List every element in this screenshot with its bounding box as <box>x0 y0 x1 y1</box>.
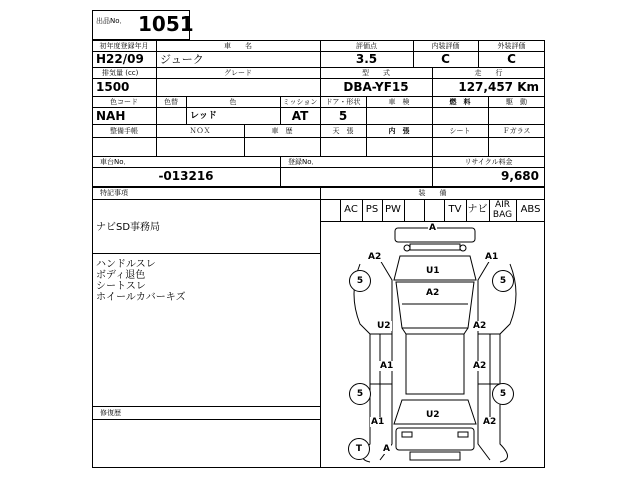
year-label: 初年度登録年月 <box>99 42 149 50</box>
mark-right-door: A2 <box>473 321 487 331</box>
mark-roof: U1 <box>426 266 440 276</box>
mark-right-rear: A2 <box>473 361 487 371</box>
history-label: 車 歴 <box>271 127 293 135</box>
mark-left-door: U2 <box>377 321 391 331</box>
reg-label: 登録No． <box>288 158 319 166</box>
color-code-label: 色コード <box>110 98 138 106</box>
notes-label: 特記事項 <box>100 189 128 197</box>
exterior-eval-value: C <box>507 52 516 66</box>
repair-label: 修復歴 <box>100 409 121 417</box>
mark-left-rear: A1 <box>380 361 394 371</box>
mark-fl: A2 <box>368 252 382 262</box>
door-label: ドア・形状 <box>325 98 361 106</box>
equip-ac: AC <box>344 204 358 215</box>
model-label: 型 式 <box>362 69 390 77</box>
score-value: 3.5 <box>355 52 378 66</box>
interior-eval-value: C <box>441 52 450 66</box>
glass-label: Ｆガラス <box>502 127 531 135</box>
lot-label: 出品No． <box>96 17 127 25</box>
displacement-value: 1500 <box>96 80 130 94</box>
notes-line-3: シートスレ <box>96 281 146 292</box>
color-change-label: 色替 <box>164 98 178 106</box>
notes-line-1: ハンドルスレ <box>96 259 156 270</box>
equip-abs: ABS <box>520 204 541 215</box>
mark-t: T <box>348 438 370 460</box>
sunroof-label: 天 張 <box>332 127 354 135</box>
mark-wheel-fl: 5 <box>349 270 371 292</box>
mission-value: AT <box>291 109 309 123</box>
fuel-label: 燃 料 <box>449 98 471 106</box>
interior-eval-label: 内装評価 <box>431 42 460 50</box>
notes-line-2: ボディ退色 <box>96 270 146 281</box>
mark-wheel-rr: 5 <box>492 383 514 405</box>
year-value: H22/09 <box>96 52 144 66</box>
mark-front: A <box>429 223 436 233</box>
mark-wheel-rl: 5 <box>349 383 371 405</box>
recycle-value: 9,680 <box>501 169 539 183</box>
mileage-label: 走 行 <box>474 69 503 77</box>
lot-number: 1051 <box>138 12 194 36</box>
equip-ps: PS <box>365 204 379 215</box>
mark-fr: A1 <box>485 252 499 262</box>
equip-navi: ナビ <box>467 204 488 215</box>
equip-tv: TV <box>448 204 462 215</box>
drive-label: 駆 動 <box>506 98 527 106</box>
interior-lining-label: 内 張 <box>388 127 410 135</box>
displacement-label: 排気量 (cc) <box>102 69 139 77</box>
manual-label: 整備手帳 <box>110 127 138 135</box>
exterior-eval-label: 外装評価 <box>497 42 526 50</box>
equipment-label: 装 備 <box>418 189 447 197</box>
mark-trunk: U2 <box>426 410 440 420</box>
mileage-value: 127,457 Km <box>458 80 539 94</box>
door-value: 5 <box>338 109 348 123</box>
mission-label: ミッション <box>282 98 318 106</box>
score-label: 評価点 <box>356 42 377 50</box>
mark-hood: A2 <box>426 288 440 298</box>
recycle-label: リサイクル料金 <box>464 158 513 166</box>
equip-airbag: AIR BAG <box>492 200 513 220</box>
notes-line-4: ホイールカバーキズ <box>96 292 186 303</box>
mark-wheel-fr: 5 <box>492 270 514 292</box>
seat-label: シート <box>449 127 471 135</box>
model-value: DBA-YF15 <box>343 80 409 94</box>
notes-line1: ナビSD事務局 <box>96 222 161 233</box>
inspection-label: 車 検 <box>388 98 410 106</box>
mark-rear-right: A2 <box>483 417 497 427</box>
chassis-value: -013216 <box>158 169 214 183</box>
mark-rear-left: A1 <box>371 417 385 427</box>
chassis-label: 車台No． <box>100 158 131 166</box>
equip-pw: PW <box>385 204 401 215</box>
car-diagram <box>330 224 540 466</box>
name-label: 車 名 <box>224 42 252 50</box>
mark-t-a: A <box>383 444 390 454</box>
color-code-value: NAH <box>96 109 126 123</box>
grade-label: グレード <box>224 69 252 77</box>
name-value: ジューク <box>160 53 204 66</box>
color-value: レッド <box>190 111 217 121</box>
nox-label: ＮＯＸ <box>189 127 211 135</box>
color-label: 色 <box>229 98 237 106</box>
